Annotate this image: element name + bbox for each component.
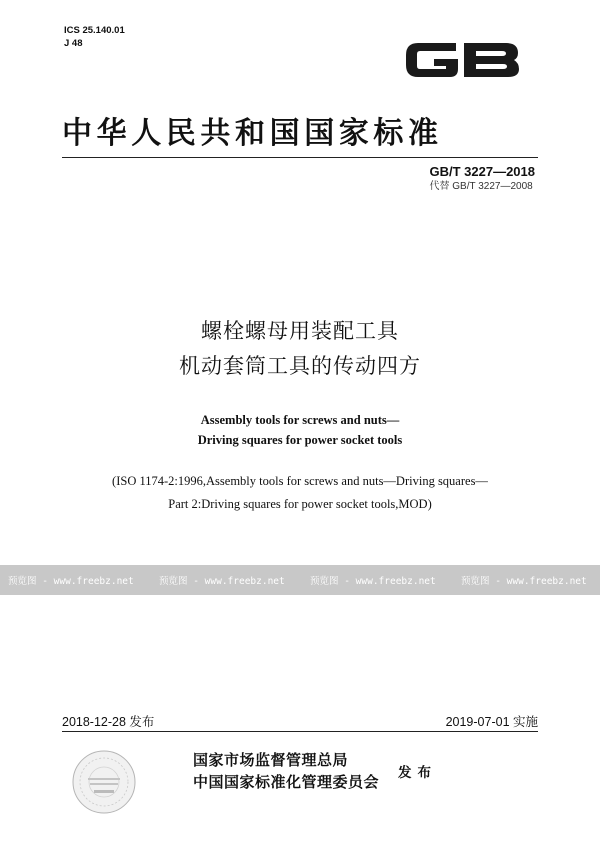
issuer-samr: 国家市场监督管理总局 [193,751,349,769]
implementation-date: 2019-07-01 实施 [445,715,538,729]
watermark-text: 预览图 - www.freebz.net [8,576,134,587]
issuer-sac: 中国国家标准化管理委员会 [193,773,380,791]
issue-label: 发布 [398,765,437,781]
gb-logo [398,33,526,87]
title-cn-line2: 机动套筒工具的传动四方 [179,354,421,378]
title-en-line1: Assembly tools for screws and nuts— [200,413,400,427]
watermark-band [0,565,600,595]
standard-number-block [429,164,535,193]
national-standard-title: 中华人民共和国国家标准 [62,116,443,151]
classification-codes [64,24,125,50]
iso-reference-line2: Part 2:Driving squares for power socket tools,MOD) [168,497,432,511]
issuing-authorities [193,749,379,793]
anti-counterfeit-seal-icon [70,748,138,816]
title-cn-line1: 螺栓螺母用装配工具 [201,319,399,343]
issue-date: 2018-12-28 发布 [62,715,155,729]
watermark-text: 预览图 - www.freebz.net [461,576,587,587]
title-en-line2: Driving squares for power socket tools [197,433,403,447]
standard-code: GB/T 3227—2018 [429,164,535,179]
ics-code: ICS 25.140.01 [64,25,125,36]
header-divider [62,157,538,158]
watermark-text: 预览图 - www.freebz.net [159,576,285,587]
iso-reference-line1: (ISO 1174-2:1996,Assembly tools for screws and nuts—Driving squares— [112,474,488,488]
ccs-code: J 48 [64,38,83,49]
watermark-text: 预览图 - www.freebz.net [310,576,436,587]
footer-divider [62,731,538,732]
replaces-standard: 代替 GB/T 3227—2008 [429,181,533,192]
